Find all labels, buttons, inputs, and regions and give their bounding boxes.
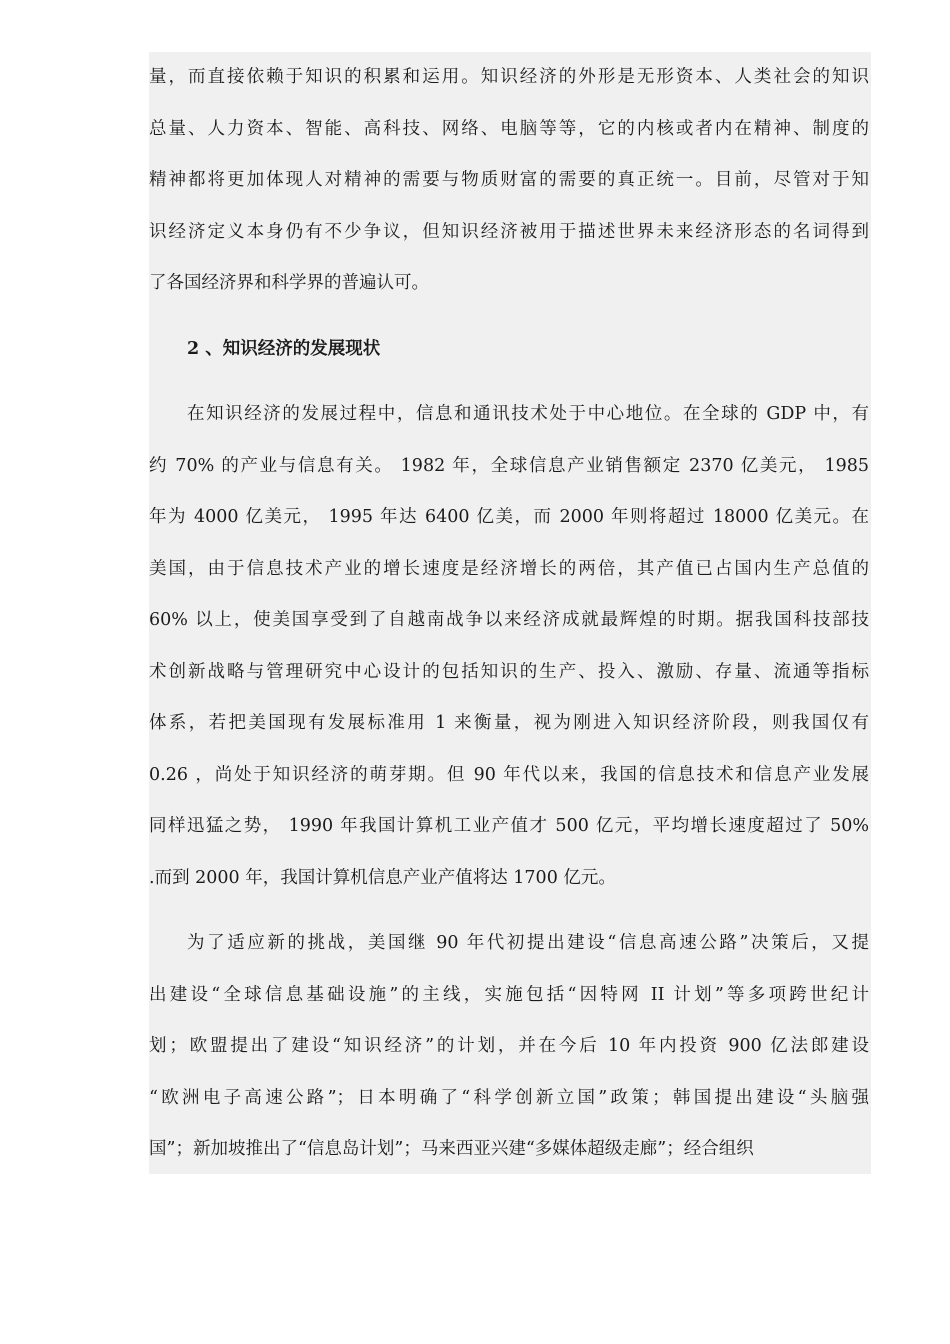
text-line: 精神都将更加体现人对精神的需要与物质财富的需要的真正统一。目前，尽管对于知 [149, 170, 869, 190]
text-line: 60% 以上，使美国享受到了自越南战争以来经济成就最辉煌的时期。据我国科技部技 [149, 610, 869, 630]
text-line: 年为 4000 亿美元， 1995 年达 6400 亿美，而 2000 年则将超过 18000 亿美元。在 [149, 507, 869, 527]
paragraph [149, 918, 869, 1176]
text-line: .而到 2000 年，我国计算机信息产业产值将达 1700 亿元。 [149, 867, 616, 888]
text-line: 同样迅猛之势， 1990 年我国计算机工业产值才 500 亿元，平均增长速度超过了 50% [149, 816, 869, 836]
paragraph [149, 52, 869, 310]
paragraph-gap [149, 904, 869, 918]
text-line: 划；欧盟提出了建设“知识经济”的计划，并在今后 10 年内投资 900 亿法郎建设 [149, 1036, 869, 1056]
text-line: “欧洲电子高速公路”；日本明确了“科学创新立国”政策；韩国提出建设“头脑强 [149, 1087, 869, 1108]
document-body [149, 52, 869, 1176]
text-line: 约 70% 的产业与信息有关。 1982 年，全球信息产业销售额定 2370 亿美元， 1985 [149, 455, 869, 476]
paragraph-gap [149, 375, 869, 389]
text-line: 量，而直接依赖于知识的积累和运用。知识经济的外形是无形资本、人类社会的知识 [149, 67, 869, 87]
paragraph-gap [149, 310, 869, 324]
heading-text: 2 、知识经济的发展现状 [187, 338, 381, 359]
text-line: 为了适应新的挑战，美国继 90 年代初提出建设“信息高速公路”决策后，又提 [187, 933, 869, 953]
text-line: 总量、人力资本、智能、高科技、网络、电脑等等，它的内核或者内在精神、制度的 [149, 118, 869, 139]
text-line: 在知识经济的发展过程中，信息和通讯技术处于中心地位。在全球的 GDP 中，有 [187, 404, 869, 424]
text-line: 美国，由于信息技术产业的增长速度是经济增长的两倍，其产值已占国内生产总值的 [149, 558, 869, 579]
text-line: 国”；新加坡推出了“信息岛计划”；马来西亚兴建“多媒体超级走廊”；经合组织 [149, 1139, 754, 1159]
text-line: 识经济定义本身仍有不少争议，但知识经济被用于描述世界未来经济形态的名词得到 [149, 221, 869, 242]
text-line: 出建设“全球信息基础设施”的主线，实施包括“因特网 II 计划”等多项跨世纪计 [149, 984, 869, 1005]
section-heading [149, 324, 869, 376]
paragraph [149, 389, 869, 904]
text-line: 0.26 ，尚处于知识经济的萌芽期。但 90 年代以来，我国的信息技术和信息产业发展 [149, 764, 869, 785]
text-line: 术创新战略与管理研究中心设计的包括知识的生产、投入、激励、存量、流通等指标 [149, 661, 869, 682]
text-line: 体系，若把美国现有发展标准用 1 来衡量，视为刚进入知识经济阶段，则我国仅有 [149, 713, 869, 733]
text-line: 了各国经济界和科学界的普遍认可。 [149, 273, 429, 293]
